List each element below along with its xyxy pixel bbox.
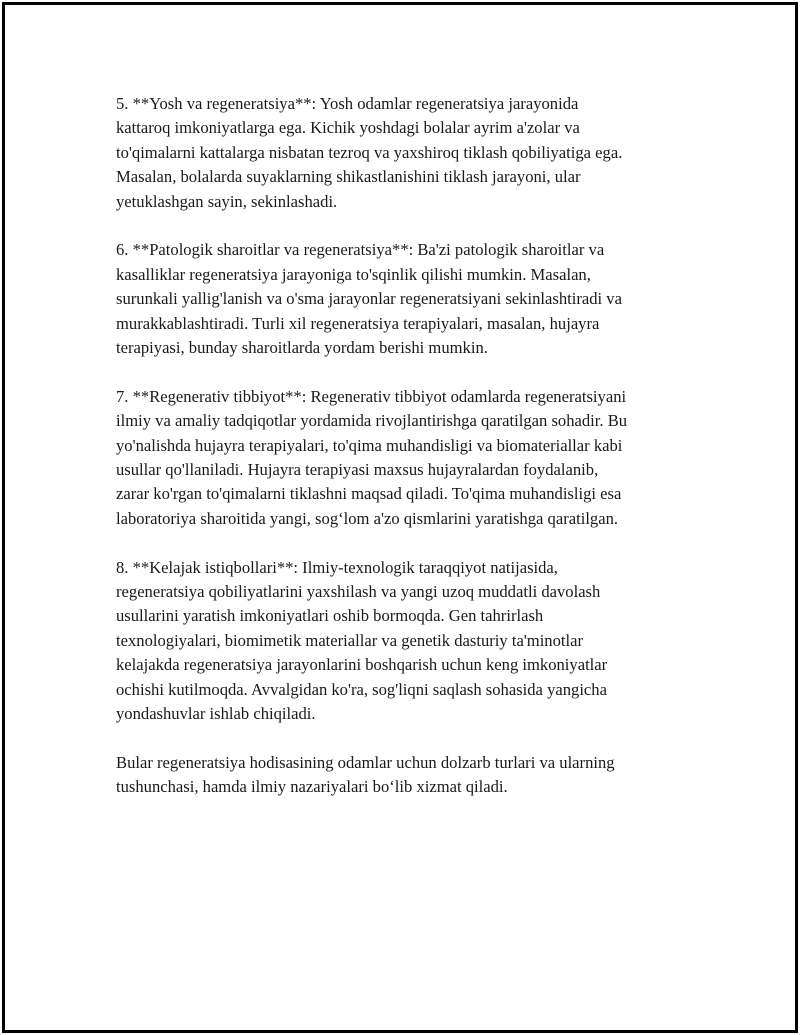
paragraph-regenerative-medicine: 7. **Regenerativ tibbiyot**: Regenerativ tibbiyot odamlarda regeneratsiyani ilmiy va amaliy tadqiqotlar yordamida rivojlantirishga qaratilgan sohadir. Bu yo'nalishda hujayra terapiyalari, to'qima muhandisligi va biomateriallar kabi usullar qo'llaniladi. Hujayra terapiyasi maxsus hujayralardan foydalanib, zarar ko'rgan to'qimalarni tiklashni maqsad qiladi. To'qima muhandisligi esa laboratoriya sharoitida yangi, sogʻlom a'zo qismlarini yaratishga qaratilgan.	[116, 386, 628, 528]
paragraph-future-prospects: 8. **Kelajak istiqbollari**: Ilmiy-texnologik taraqqiyot natijasida, regeneratsiya qobiliyatlarini yaxshilash va yangi uzoq muddatli davolash usullarini yaratish imkoniyatlari oshib bormoqda. Gen tahrirlash texnologiyalari, biomimetik materiallar va genetik dasturiy ta'minotlar kelajakda regeneratsiya jarayonlarini boshqarish uchun keng imkoniyatlar ochishi kutilmoqda. Avvalgidan ko'ra, sog'liqni saqlash sohasida yangicha yondashuvlar ishlab chiqiladi.	[116, 557, 608, 724]
paragraph-pathological-conditions: 6. **Patologik sharoitlar va regeneratsiya**: Ba'zi patologik sharoitlar va kasalliklar regeneratsiya jarayoniga to'sqinlik qilishi mumkin. Masalan, surunkali yallig'lanish va o'sma jarayonlar regeneratsiyani sekinlashtiradi va murakkablashtiradi. Turli xil regeneratsiya terapiyalari, masalan, hujayra terapiyasi, bunday sharoitlarda yordam berishi mumkin.	[116, 240, 622, 358]
paragraph-conclusion: Bular regeneratsiya hodisasining odamlar uchun dolzarb turlari va ularning tushunchasi, hamda ilmiy nazariyalari boʻlib xizmat qiladi.	[116, 752, 615, 797]
paragraph-youth-regeneration: 5. **Yosh va regeneratsiya**: Yosh odamlar regeneratsiya jarayonida kattaroq imkoniyatlarga ega. Kichik yoshdagi bolalar ayrim a'zolar va to'qimalarni kattalarga nisbatan tezroq va yaxshiroq tiklash qobiliyatiga ega. Masalan, bolalarda suyaklarning shikastlanishini tiklash jarayoni, ular yetuklashgan sayin, sekinlashadi.	[116, 94, 623, 211]
document-body	[116, 92, 706, 824]
